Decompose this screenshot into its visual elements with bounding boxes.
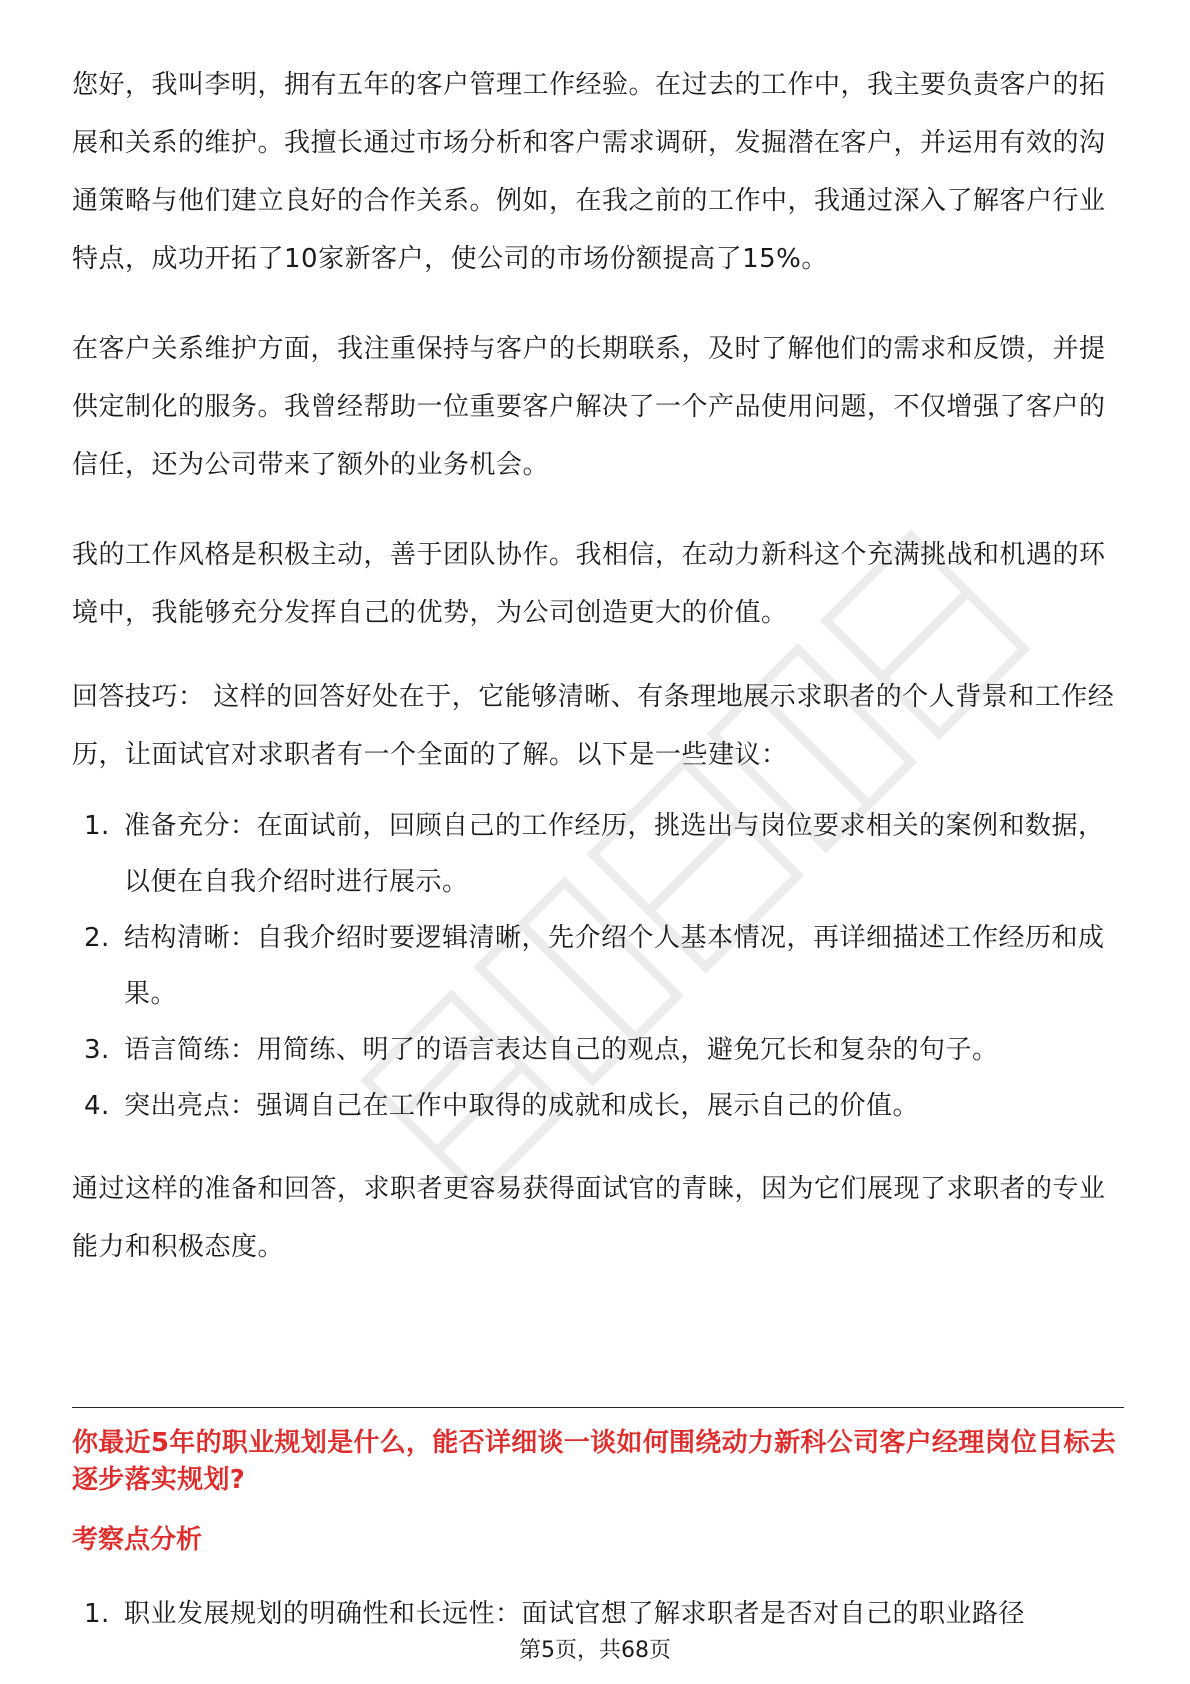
list-number: 2. bbox=[84, 923, 110, 953]
list-text: 职业发展规划的明确性和长远性：面试官想了解求职者是否对自己的职业路径 bbox=[124, 1599, 1026, 1629]
intro-paragraph: 您好，我叫李明，拥有五年的客户管理工作经验。在过去的工作中，我主要负责客户的拓展和关系的维护。我擅长通过市场分析和客户需求调研，发掘潜在客户，并运用有效的沟通策略与他们建立良好的合作关系。例如，在我之前的工作中，我通过深入了解客户行业特点，成功开拓了10家新客户，使公司的市场份额提高了15%。 bbox=[72, 70, 1106, 274]
page-content bbox=[72, 56, 1122, 1276]
analysis-heading: 考察点分析 bbox=[72, 1525, 203, 1555]
question-heading: 你最近5年的职业规划是什么，能否详细谈一谈如何围绕动力新科公司客户经理岗位目标去逐步落实规划? bbox=[72, 1428, 1117, 1495]
relationship-paragraph: 在客户关系维护方面，我注重保持与客户的长期联系，及时了解他们的需求和反馈，并提供定制化的服务。我曾经帮助一位重要客户解决了一个产品使用问题，不仅增强了客户的信任，还为公司带来了额外的业务机会。 bbox=[72, 334, 1106, 480]
section-divider bbox=[72, 1407, 1124, 1408]
page-number: 第5页，共68页 bbox=[519, 1638, 671, 1663]
list-text: 准备充分：在面试前，回顾自己的工作经历，挑选出与岗位要求相关的案例和数据，以便在自我介绍时进行展示。 bbox=[124, 811, 1105, 897]
list-number: 3. bbox=[84, 1035, 110, 1065]
list-text: 语言简练：用简练、明了的语言表达自己的观点，避免冗长和复杂的句子。 bbox=[124, 1035, 999, 1065]
list-item bbox=[72, 1022, 1122, 1078]
list-number: 4. bbox=[84, 1091, 110, 1121]
list-text: 结构清晰：自我介绍时要逻辑清晰，先介绍个人基本情况，再详细描述工作经历和成果。 bbox=[124, 923, 1105, 1009]
closing-paragraph: 通过这样的准备和回答，求职者更容易获得面试官的青睐，因为它们展现了求职者的专业能力和积极态度。 bbox=[72, 1174, 1106, 1262]
list-item bbox=[72, 798, 1122, 910]
list-number: 1. bbox=[84, 1599, 110, 1629]
answer-tips-paragraph: 回答技巧： 这样的回答好处在于，它能够清晰、有条理地展示求职者的个人背景和工作经历，让面试官对求职者有一个全面的了解。以下是一些建议： bbox=[72, 682, 1115, 770]
list-item bbox=[72, 1078, 1122, 1134]
tips-list bbox=[72, 798, 1122, 1134]
work-style-paragraph: 我的工作风格是积极主动，善于团队协作。我相信，在动力新科这个充满挑战和机遇的环境中，我能够充分发挥自己的优势，为公司创造更大的价值。 bbox=[72, 540, 1106, 628]
list-item bbox=[72, 1594, 1132, 1634]
list-item bbox=[72, 910, 1122, 1022]
list-text: 突出亮点：强调自己在工作中取得的成就和成长，展示自己的价值。 bbox=[124, 1091, 920, 1121]
list-number: 1. bbox=[84, 811, 110, 841]
